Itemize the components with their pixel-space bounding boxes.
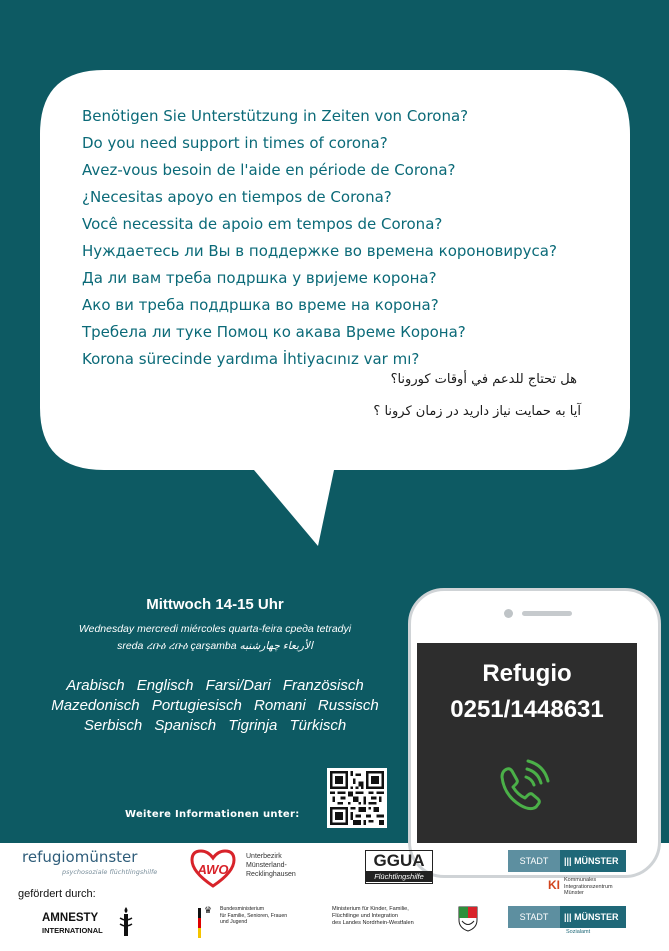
language-item: Arabisch (66, 677, 125, 694)
question-french: Avez-vous besoin de l'aide en période de Corona? (82, 161, 456, 179)
awo-logo: AWO Unterbezirk Münsterland- Recklinghausen (188, 848, 308, 890)
bmfsfj-logo: ♛ Bundesministerium für Familie, Senioren, Frauen und Jugend (198, 904, 298, 940)
language-item: Türkisch (289, 717, 347, 734)
language-row-3 (30, 716, 400, 736)
question-german: Benötigen Sie Unterstützung in Zeiten von Corona? (82, 107, 469, 125)
language-item: Serbisch (83, 717, 143, 734)
language-row-1 (30, 676, 400, 696)
qr-code[interactable] (327, 768, 387, 828)
language-item: Mazedonisch (51, 697, 140, 714)
question-farsi: آیا به حمایت نیاز دارید در زمان کرونا ؟ (373, 404, 581, 419)
question-turkish: Korona sürecinde yardıma İhtiyacınız var mı? (82, 350, 420, 368)
funded-by-label: gefördert durch: (18, 888, 96, 900)
language-item: Tigrinja (228, 717, 278, 734)
nrw-crest-icon (458, 906, 478, 932)
ggua-logo: GGUA Flüchtlingshilfe (365, 850, 433, 884)
eagle-icon: ♛ (204, 906, 213, 916)
language-item: Französisch (282, 677, 364, 694)
language-row-2 (30, 696, 400, 716)
question-romani: Требела ли туке Помоц ко акава Време Корона? (82, 323, 466, 341)
question-russian: Нуждаетесь ли Вы в поддержке во времена короновируса? (82, 242, 557, 260)
question-english: Do you need support in times of corona? (82, 134, 388, 152)
german-flag-icon (198, 908, 201, 938)
stadt-muenster-sozialamt-logo: STADT ||| MÜNSTER (508, 906, 626, 928)
question-serbian: Да ли вам треба подршка у вријеме корона? (82, 269, 437, 287)
question-portuguese: Você necessita de apoio em tempos de Corona? (82, 215, 443, 233)
more-info-label: Weitere Informationen unter: (125, 809, 300, 820)
language-item: Portugiesisch (151, 697, 242, 714)
schedule-days-line-1: Wednesday mercredi miércoles quarta-feira среда tetradyi (78, 623, 352, 635)
question-list (82, 105, 602, 375)
schedule-title: Mittwoch 14-15 Uhr (146, 596, 284, 613)
schedule-days-line-2: sreda ረቡዕ ረቡዕ çarşamba الأربعاء چهارشنبه (117, 640, 313, 652)
sozialamt-label: Sozialamt (566, 929, 591, 935)
refugio-logo: refugiomünster psychosoziale flüchtlingshilfe (22, 848, 158, 876)
phone-call-icon[interactable] (490, 755, 554, 819)
language-item: Englisch (136, 677, 194, 694)
awo-mark-text: AWO (197, 862, 229, 877)
amnesty-logo: AMNESTY INTERNATIONAL (42, 912, 103, 935)
candle-icon (118, 906, 134, 940)
nrw-logo: Ministerium für Kinder, Familie, Flüchtlinge und Integration des Landes Nordrhein-Westfalen (332, 906, 482, 936)
phone-speaker (522, 611, 572, 616)
question-spanish: ¿Necesitas apoyo en tiempos de Corona? (82, 188, 392, 206)
language-item: Farsi/Dari (205, 677, 271, 694)
language-item: Russisch (317, 697, 379, 714)
awo-heart-icon (188, 848, 238, 888)
question-arabic: هل تحتاج للدعم في أوقات كورونا؟ (390, 372, 577, 387)
contact-name: Refugio (482, 660, 572, 687)
language-list (30, 676, 400, 736)
ki-logo: KI Kommunales Integrationszentrum Münster (548, 877, 613, 896)
phone-number[interactable]: 0251/1448631 (450, 696, 604, 723)
question-macedonian: Ако ви треба поддршка во време на корона? (82, 296, 439, 314)
language-item: Spanisch (154, 717, 217, 734)
phone-camera (504, 609, 513, 618)
stadt-muenster-logo: STADT ||| MÜNSTER (508, 850, 626, 872)
language-item: Romani (254, 697, 306, 714)
